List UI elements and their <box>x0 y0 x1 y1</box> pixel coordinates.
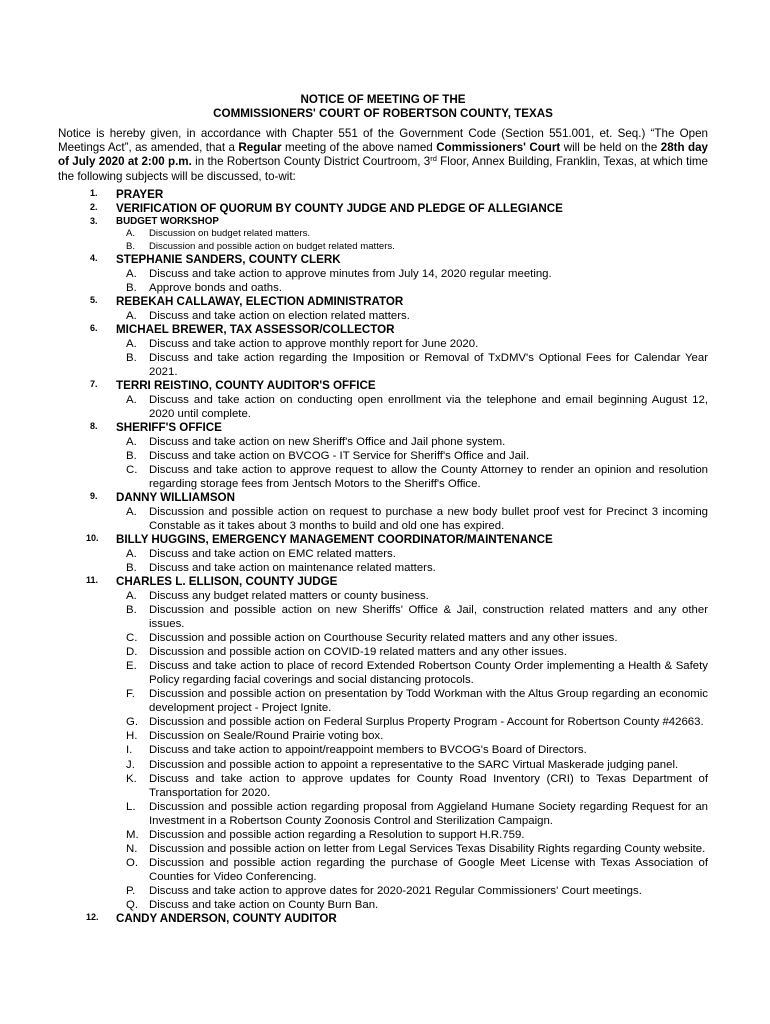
sub-item-text: Discussion on budget related matters. <box>149 228 311 240</box>
agenda-item-number: 9. <box>90 491 98 502</box>
sub-item-text: Discussion and possible action regarding the purchase of Google Meet License with Texas Association of Counties for Video Conferencing. <box>149 856 708 883</box>
agenda-sub-item <box>116 393 708 421</box>
sub-item-text: Discussion and possible action on Federal Surplus Property Program - Account for Robertson County #42663. <box>149 716 704 729</box>
sub-item-letter: B. <box>126 281 137 294</box>
agenda-item-number: 3. <box>90 215 98 226</box>
sub-item-letter: H. <box>126 730 138 743</box>
sub-item-text: Approve bonds and oaths. <box>149 281 282 294</box>
intro-text: will be held on the <box>560 141 661 155</box>
agenda-item-heading: BUDGET WORKSHOP <box>116 215 219 227</box>
sub-item-list <box>116 393 708 421</box>
sub-item-letter: C. <box>126 463 138 476</box>
sub-item-text: Discuss and take action regarding the Imposition or Removal of TxDMV's Optional Fees for Calendar Year 2021. <box>149 351 708 378</box>
sub-item-list <box>116 337 708 379</box>
sub-item-text: Discussion and possible action on COVID-19 related matters and any other issues. <box>149 646 567 659</box>
agenda-item <box>58 379 708 421</box>
sub-item-text: Discussion and possible action to appoint a representative to the SARC Virtual Maskerade judging panel. <box>149 758 679 771</box>
sub-item-text: Discussion and possible action on Courthouse Security related matters and any other issues. <box>149 632 618 645</box>
agenda-item <box>58 912 708 926</box>
agenda-item <box>58 575 708 912</box>
title-line-2: COMMISSIONERS' COURT OF ROBERTSON COUNTY, TEXAS <box>213 106 553 120</box>
sub-item-letter: A. <box>126 267 137 280</box>
sub-item-letter: M. <box>126 828 139 841</box>
agenda-item <box>58 323 708 379</box>
sub-item-text: Discuss and take action to appoint/reappoint members to BVCOG's Board of Directors. <box>149 744 587 757</box>
agenda-item-number: 11. <box>86 575 99 586</box>
agenda-sub-item <box>116 561 708 575</box>
agenda-sub-item <box>116 267 708 281</box>
agenda-item-heading: SHERIFF'S OFFICE <box>116 420 222 434</box>
agenda-sub-item <box>116 828 708 842</box>
agenda-sub-item <box>116 758 708 772</box>
agenda-item-number: 12. <box>86 912 99 923</box>
agenda-sub-item <box>116 589 708 603</box>
sub-item-letter: B. <box>126 603 137 616</box>
agenda-item <box>58 188 708 202</box>
agenda-item <box>58 421 708 491</box>
sub-item-letter: B. <box>126 561 137 574</box>
agenda-item <box>58 491 708 533</box>
sub-item-text: Discuss and take action on election related matters. <box>149 309 410 322</box>
agenda-sub-item <box>116 884 708 898</box>
agenda-item-heading: PRAYER <box>116 187 164 201</box>
agenda-sub-item <box>116 228 708 240</box>
meeting-type: Regular <box>238 141 282 155</box>
intro-text: Floor, Annex Building, Franklin, Texas, at which time the following subjects will be discussed, to-wit: <box>58 155 708 183</box>
sub-item-letter: B. <box>126 240 136 252</box>
intro-paragraph <box>58 127 708 184</box>
intro-text: meeting of the above named <box>281 141 437 155</box>
sub-item-text: Discussion and possible action regarding a Resolution to support H.R.759. <box>149 828 525 841</box>
agenda-sub-item <box>116 351 708 379</box>
agenda-item-number: 7. <box>90 378 98 389</box>
agenda-sub-item <box>116 241 708 253</box>
agenda-sub-item <box>116 645 708 659</box>
sub-item-text: Discuss and take action to approve request to allow the County Attorney to render an opinion and resolution regarding storage fees from Jentsch Motors to the Sheriff's Office. <box>149 463 708 490</box>
sub-item-letter: A. <box>126 337 137 350</box>
agenda-item-heading: CHARLES L. ELLISON, COUNTY JUDGE <box>116 575 338 589</box>
sub-item-text: Discuss and take action on maintenance related matters. <box>149 561 436 574</box>
sub-item-text: Discuss and take action on new Sheriff's Office and Jail phone system. <box>149 435 506 448</box>
sub-item-letter: J. <box>126 758 135 771</box>
sub-item-text: Discuss and take action on conducting open enrollment via the telephone and email beginning August 12, 2020 until complete. <box>149 393 708 420</box>
sub-item-text: Discuss any budget related matters or county business. <box>149 589 429 602</box>
sub-item-letter: A. <box>126 309 137 322</box>
sub-item-list <box>116 435 708 491</box>
sub-item-letter: A. <box>126 547 137 560</box>
agenda-item-heading: VERIFICATION OF QUORUM BY COUNTY JUDGE AND PLEDGE OF ALLEGIANCE <box>116 201 563 215</box>
agenda-sub-item <box>116 435 708 449</box>
sub-item-letter: F. <box>126 688 135 701</box>
sub-item-text: Discussion and possible action regarding proposal from Aggieland Humane Society regarding Request for an Investment in a Robertson County Zoonosis Control and Sterilization Campaign. <box>149 800 708 827</box>
sub-item-text: Discussion and possible action on request to purchase a new body bullet proof vest for Precinct 3 incoming Constable as it takes about 3 months to build and old one has expired. <box>149 505 708 532</box>
agenda-sub-item <box>116 463 708 491</box>
agenda-item-number: 6. <box>90 322 98 333</box>
sub-item-list <box>116 547 708 575</box>
court-name: Commissioners' Court <box>436 141 561 155</box>
agenda-sub-item <box>116 715 708 729</box>
agenda-sub-item <box>116 743 708 757</box>
agenda-item-number: 5. <box>90 294 98 305</box>
agenda-sub-item <box>116 505 708 533</box>
sub-item-letter: O. <box>126 856 139 869</box>
sub-item-text: Discuss and take action to approve updates for County Road Inventory (CRI) to Texas Department of Transportation for 2020. <box>149 772 708 799</box>
agenda-sub-item <box>116 687 708 715</box>
agenda-list <box>58 188 708 926</box>
sub-item-text: Discuss and take action to approve minutes from July 14, 2020 regular meeting. <box>149 267 552 280</box>
agenda-item-number: 8. <box>90 420 98 431</box>
sub-item-list <box>116 505 708 533</box>
agenda-sub-item <box>116 729 708 743</box>
agenda-sub-item <box>116 800 708 828</box>
sub-item-letter: K. <box>126 772 137 785</box>
agenda-sub-item <box>116 281 708 295</box>
sub-item-letter: A. <box>126 505 137 518</box>
agenda-item-heading: TERRI REISTINO, COUNTY AUDITOR'S OFFICE <box>116 378 376 392</box>
agenda-sub-item <box>116 856 708 884</box>
agenda-item-number: 4. <box>90 252 98 263</box>
agenda-sub-item <box>116 337 708 351</box>
sub-item-letter: E. <box>126 660 137 673</box>
sub-item-text: Discuss and take action on County Burn Ban. <box>149 898 379 911</box>
sub-item-letter: C. <box>126 632 138 645</box>
agenda-item <box>58 216 708 253</box>
sub-item-letter: A. <box>126 435 137 448</box>
agenda-item-number: 2. <box>90 201 98 212</box>
agenda-item-heading: CANDY ANDERSON, COUNTY AUDITOR <box>116 912 337 926</box>
sub-item-letter: A. <box>126 228 136 240</box>
agenda-item <box>58 202 708 216</box>
notice-title <box>58 93 708 120</box>
agenda-sub-item <box>116 659 708 687</box>
agenda-item-heading: BILLY HUGGINS, EMERGENCY MANAGEMENT COORDINATOR/MAINTENANCE <box>116 533 553 547</box>
sub-item-letter: G. <box>126 716 139 729</box>
sub-item-text: Discussion and possible action on letter from Legal Services Texas Disability Rights regarding County website. <box>149 842 706 855</box>
sub-item-text: Discussion and possible action on budget related matters. <box>149 240 395 252</box>
agenda-item <box>58 533 708 575</box>
sub-item-list <box>116 267 708 295</box>
sub-item-letter: A. <box>126 589 137 602</box>
agenda-sub-item <box>116 547 708 561</box>
agenda-sub-item <box>116 631 708 645</box>
agenda-item-number: 1. <box>90 187 98 198</box>
sub-item-text: Discussion on Seale/Round Prairie voting box. <box>149 730 384 743</box>
sub-item-letter: D. <box>126 646 138 659</box>
agenda-item-number: 10. <box>86 533 99 544</box>
agenda-sub-item <box>116 898 708 912</box>
agenda-sub-item <box>116 772 708 800</box>
sub-item-list <box>116 589 708 912</box>
sub-item-letter: N. <box>126 842 138 855</box>
sub-item-list <box>116 228 708 253</box>
agenda-sub-item <box>116 309 708 323</box>
document-page <box>58 93 708 926</box>
sub-item-text: Discuss and take action to approve monthly report for June 2020. <box>149 337 479 350</box>
sub-item-text: Discuss and take action to place of record Extended Robertson County Order implementing a Health & Safety Policy regarding facial coverings and social distancing protocols. <box>149 660 708 687</box>
sub-item-letter: A. <box>126 393 137 406</box>
sub-item-list <box>116 309 708 323</box>
sub-item-text: Discuss and take action on BVCOG - IT Service for Sheriff's Office and Jail. <box>149 449 530 462</box>
sub-item-text: Discuss and take action on EMC related matters. <box>149 547 396 560</box>
sub-item-letter: Q. <box>126 898 139 911</box>
agenda-item-heading: MICHAEL BREWER, TAX ASSESSOR/COLLECTOR <box>116 322 395 336</box>
sub-item-letter: L. <box>126 800 136 813</box>
title-line-1: NOTICE OF MEETING OF THE <box>300 93 466 106</box>
sub-item-letter: I. <box>126 744 133 757</box>
agenda-item <box>58 295 708 323</box>
sub-item-text: Discuss and take action to approve dates for 2020-2021 Regular Commissioners' Court meetings. <box>149 884 642 897</box>
agenda-sub-item <box>116 449 708 463</box>
agenda-item-heading: STEPHANIE SANDERS, COUNTY CLERK <box>116 252 341 266</box>
agenda-item-heading: REBEKAH CALLAWAY, ELECTION ADMINISTRATOR <box>116 294 404 308</box>
agenda-item <box>58 253 708 295</box>
sub-item-text: Discussion and possible action on presentation by Todd Workman with the Altus Group regarding an economic development project - Project Ignite. <box>149 688 708 715</box>
sub-item-text: Discussion and possible action on new Sheriffs' Office & Jail, construction related matters and any other issues. <box>149 603 708 631</box>
sub-item-letter: B. <box>126 351 137 364</box>
meeting-datetime: 28th day of July 2020 at 2:00 p.m. <box>58 141 708 169</box>
agenda-sub-item <box>116 603 708 631</box>
intro-text: in the Robertson County District Courtroom, 3 <box>191 155 431 169</box>
sub-item-letter: B. <box>126 449 137 462</box>
sub-item-letter: P. <box>126 884 136 897</box>
agenda-sub-item <box>116 842 708 856</box>
intro-text: Notice is hereby given, in accordance with Chapter 551 of the Government Code (Section 551.001, et. Seq.) “The Open Meetings Act”, as amended, that a <box>58 127 708 155</box>
agenda-item-heading: DANNY WILLIAMSON <box>116 491 235 505</box>
ordinal-suffix: rd <box>430 154 437 164</box>
